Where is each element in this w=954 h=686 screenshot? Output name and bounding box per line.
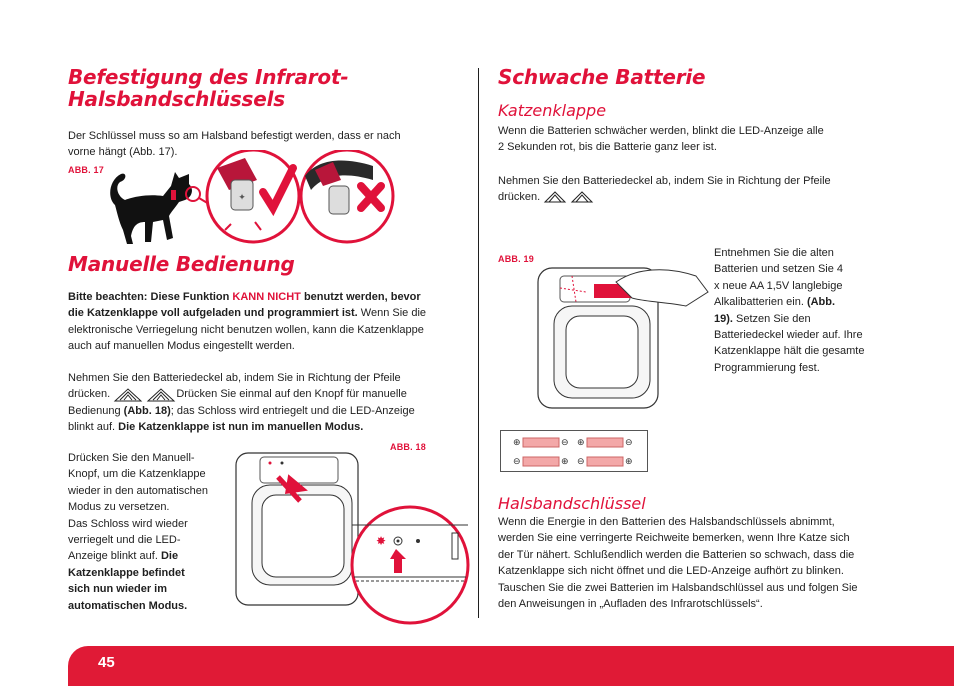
spacer xyxy=(498,156,878,173)
h-line: der Tür nähert. Schlußendlich werden die Batterien so schwach, dass die xyxy=(498,548,855,561)
katzenklappe-paragraph xyxy=(498,123,878,206)
manual-line-3 xyxy=(68,403,458,419)
h-line: Katzenklappe sich nicht öffnet und die LED-Anzeige aufhört zu blinken. xyxy=(498,565,844,578)
fig19-label: ABB. 19 xyxy=(498,254,534,264)
note-line-3: elektronische Verriegelung nicht benutzen wollen, kann die Katzenklappe xyxy=(68,323,424,336)
manual-knopf: Drücken Sie einmal auf den Knopf für manuelle xyxy=(176,388,407,401)
battery-cell xyxy=(587,438,623,447)
auto-line xyxy=(68,548,233,564)
heading-manuelle: Manuelle Bedienung xyxy=(68,252,295,276)
k-druecken: drücken. xyxy=(498,191,541,204)
minus-icon: ⊖ xyxy=(513,457,521,467)
zoom-circle xyxy=(352,507,468,623)
page-number: 45 xyxy=(98,654,115,671)
side-ref2: 19). xyxy=(714,312,733,325)
circle-correct xyxy=(207,150,299,242)
circle-wrong xyxy=(301,150,393,242)
fig19-illustration xyxy=(536,262,711,412)
auto-line: verriegelt und die LED- xyxy=(68,534,181,547)
side-line: Entnehmen Sie die alten xyxy=(714,247,834,259)
led-icon: ✸ xyxy=(376,534,387,548)
side-alk: Alkalibatterien ein. xyxy=(714,296,804,309)
intro-end: . xyxy=(174,146,178,159)
battery-side-paragraph xyxy=(714,245,894,376)
note-bold-a: Bitte beachten: Diese Funktion xyxy=(68,291,230,303)
auto-line: wieder in den automatischen xyxy=(68,484,209,497)
k-line-2: 2 Sekunden rot, bis die Batterie ganz leer ist. xyxy=(498,141,717,154)
fig17-illustration xyxy=(105,150,395,250)
auto-line: Modus zu versetzen. xyxy=(68,501,170,514)
h-line: werden Sie eine verringerte Reichweite bemerken, wenn Ihre Katze sich xyxy=(498,532,850,545)
auto-bold: automatischen Modus. xyxy=(68,599,188,612)
fig18-label: ABB. 18 xyxy=(390,442,426,452)
auto-bold: sich nun wieder im xyxy=(68,583,168,596)
heading-befestigung: Befestigung des Infrarot-Halsbandschlüssels xyxy=(68,65,349,111)
footer-bar xyxy=(68,646,954,686)
manual-blinkt: blinkt auf. xyxy=(68,421,116,434)
minus-icon: ⊖ xyxy=(625,438,633,448)
column-divider xyxy=(478,68,479,618)
arrow-triangle-icon xyxy=(113,388,143,402)
k-line-3: Nehmen Sie den Batteriedeckel ab, indem Sie in Richtung der Pfeile xyxy=(498,174,831,187)
plus-icon: ⊕ xyxy=(561,457,569,467)
side-line: Katzenklappe hält die gesamte xyxy=(714,345,865,358)
auto-blinkt: Anzeige blinkt auf. xyxy=(68,550,158,563)
note-paragraph xyxy=(68,289,458,355)
h-line: den Anweisungen in „Aufladen des Infrarotschlüssels“. xyxy=(498,598,763,611)
side-line: x neue AA 1,5V langlebige xyxy=(714,279,843,292)
manual-druecken: drücken. xyxy=(68,388,111,401)
manual-line-4 xyxy=(68,419,458,435)
auto-line: Drücken Sie den Manuell- xyxy=(68,452,195,464)
side-setzen: Setzen Sie den xyxy=(736,312,811,325)
minus-icon: ⊖ xyxy=(577,457,585,467)
minus-icon: ⊖ xyxy=(561,438,569,448)
plus-icon: ⊕ xyxy=(625,457,633,467)
auto-line: Das Schloss wird wieder xyxy=(68,517,188,530)
cat-silhouette xyxy=(110,172,192,244)
manual-schloss: ; das Schloss wird entriegelt und die LED-Anzeige xyxy=(170,404,415,417)
note-bold-b: benutzt werden, bevor xyxy=(303,291,421,303)
plus-icon: ⊕ xyxy=(577,438,585,448)
side-line: Programmierung fest. xyxy=(714,361,820,374)
auto-line xyxy=(68,598,233,614)
h-line: Wenn die Energie in den Batterien des Halsbandschlüssels abnimmt, xyxy=(498,516,835,528)
heading-schwache-batterie: Schwache Batterie xyxy=(498,65,706,89)
arrow-triangle-icon xyxy=(570,191,594,203)
manual-paragraph xyxy=(68,370,458,436)
manual-line-2 xyxy=(68,386,458,402)
k-line-4 xyxy=(498,189,878,205)
svg-text:✦: ✦ xyxy=(238,193,246,203)
note-rest: Wenn Sie die xyxy=(360,307,427,320)
note-kann-nicht: KANN NICHT xyxy=(232,291,301,303)
manual-line-1: Nehmen Sie den Batteriedeckel ab, indem Sie in Richtung der Pfeile xyxy=(68,372,401,384)
side-line: Batteriedeckel wieder auf. Ihre xyxy=(714,329,863,342)
note-line-1 xyxy=(68,289,458,305)
note-bold-c: die Katzenklappe voll aufgeladen und programmiert ist. xyxy=(68,307,358,320)
arrow-triangle-icon xyxy=(146,388,176,402)
arrow-triangle-icon xyxy=(543,191,567,203)
battery-cell xyxy=(587,457,623,466)
side-line xyxy=(714,311,894,327)
battery-diagram xyxy=(500,430,648,472)
manual-bedienung: Bedienung xyxy=(68,404,121,417)
auto-line: Knopf, um die Katzenklappe xyxy=(68,468,206,481)
side-line: Batterien und setzen Sie 4 xyxy=(714,263,844,276)
plus-icon: ⊕ xyxy=(513,438,521,448)
side-ref1: (Abb. xyxy=(806,296,836,309)
note-line-4: auch auf manuellen Modus eingestellt werden. xyxy=(68,340,295,353)
battery-cell xyxy=(523,438,559,447)
manual-bold: Die Katzenklappe ist nun im manuellen Modus. xyxy=(118,421,364,434)
auto-die: Die xyxy=(160,550,179,563)
subheading-katzenklappe: Katzenklappe xyxy=(498,101,607,120)
intro-text: vorne hängt xyxy=(68,146,127,159)
auto-line xyxy=(68,581,233,597)
k-line-1: Wenn die Batterien schwächer werden, blinkt die LED-Anzeige alle xyxy=(498,125,824,137)
intro-line-1: Der Schlüssel muss so am Halsband befestigt werden, dass er nach xyxy=(68,130,401,142)
halsband-paragraph xyxy=(498,514,898,612)
manual-ref: (Abb. 18) xyxy=(123,404,171,417)
auto-paragraph xyxy=(68,450,233,614)
auto-line xyxy=(68,565,233,581)
fig17-label: ABB. 17 xyxy=(68,165,104,175)
h-line: Tauschen Sie die zwei Batterien im Halsbandschlüssel aus und folgen Sie xyxy=(498,581,858,594)
battery-cell xyxy=(523,457,559,466)
cat-flap-drawing xyxy=(236,453,358,605)
auto-bold: Katzenklappe befindet xyxy=(68,566,185,579)
intro-ref: (Abb. 17) xyxy=(129,146,175,159)
note-line-2 xyxy=(68,305,458,321)
subheading-halsbandschluessel: Halsbandschlüssel xyxy=(498,494,646,513)
side-line xyxy=(714,294,894,310)
fig18-illustration xyxy=(230,445,470,625)
